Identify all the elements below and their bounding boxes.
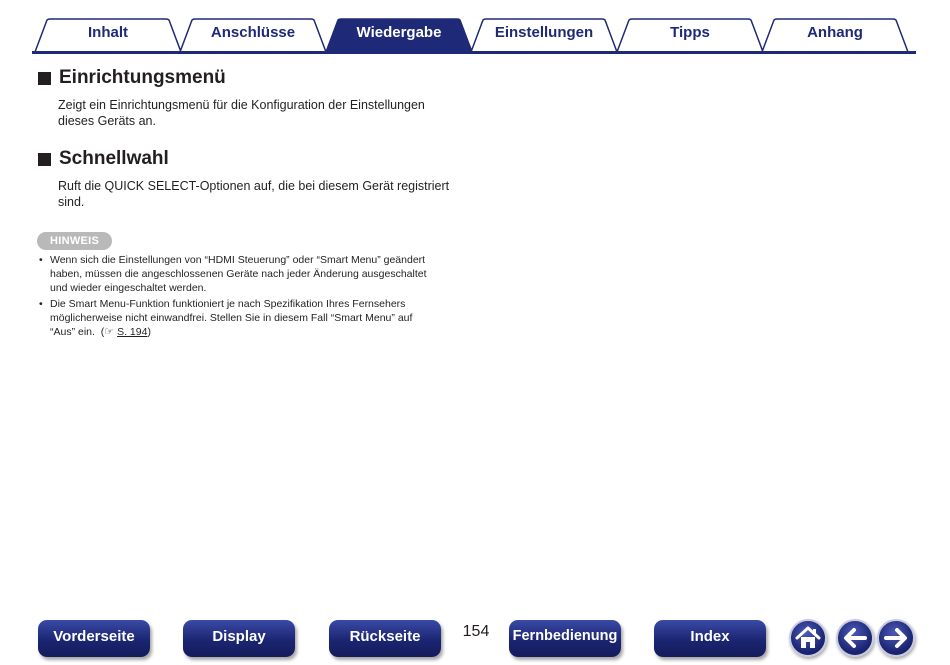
note-badge: HINWEIS <box>37 232 112 250</box>
note-line: • Wenn sich die Einstellungen von “HDMI Steuerung” oder “Smart Menu” geändert <box>50 254 426 266</box>
note-line: • Die Smart Menu-Funktion funktioniert je nach Spezifikation Ihres Fernsehers <box>50 298 406 310</box>
description-line: dieses Geräts an. <box>58 114 156 128</box>
description-line: Zeigt ein Einrichtungsmenü für die Konfiguration der Einstellungen <box>58 98 425 112</box>
section-einrichtungsmenue <box>38 66 468 129</box>
home-button[interactable] <box>789 619 827 657</box>
section-heading <box>38 147 468 171</box>
ref-open: ( <box>100 326 105 338</box>
description-line: sind. <box>58 195 85 209</box>
arrow-left-icon <box>838 621 872 655</box>
tab-label: Wiedergabe <box>356 24 442 41</box>
index-button[interactable]: Index <box>654 620 766 657</box>
page-reference[interactable] <box>98 326 151 338</box>
home-icon <box>791 621 825 655</box>
tab-label: Anschlüsse <box>210 24 296 41</box>
page-reference-link[interactable]: S. 194 <box>117 326 148 338</box>
section-title: Schnellwahl <box>59 148 169 169</box>
note-box <box>37 231 462 341</box>
ref-close: ) <box>147 326 151 338</box>
fernbedienung-button[interactable]: Fernbedienung <box>509 620 621 657</box>
section-title: Einrichtungsmenü <box>59 67 226 88</box>
forward-button[interactable] <box>877 619 915 657</box>
tab-label: Inhalt <box>88 24 128 41</box>
section-description <box>58 178 468 210</box>
note-item <box>37 253 462 295</box>
tab-tipps[interactable] <box>616 18 764 52</box>
description-line: Ruft die QUICK SELECT-Optionen auf, die bei diesem Gerät registriert <box>58 179 450 193</box>
note-line-last <box>50 325 462 339</box>
tab-bar <box>32 18 916 54</box>
note-text: “Aus” ein. <box>50 326 95 338</box>
tab-anschluesse[interactable] <box>179 18 327 52</box>
note-line: haben, müssen die angeschlossenen Geräte nach jeder Änderung ausgeschaltet <box>50 268 427 280</box>
tab-einstellungen[interactable] <box>470 18 618 52</box>
square-bullet-icon <box>38 72 51 85</box>
pointing-hand-icon: ☞ <box>104 326 115 338</box>
arrow-right-icon <box>879 621 913 655</box>
tab-anhang[interactable] <box>761 18 909 52</box>
note-list <box>37 253 462 339</box>
main-content <box>38 66 468 210</box>
tab-label: Tipps <box>670 24 710 41</box>
tab-label: Einstellungen <box>494 24 594 41</box>
display-button[interactable]: Display <box>183 620 295 657</box>
page-number: 154 <box>462 623 490 640</box>
note-line: und wieder eingeschaltet werden. <box>50 282 207 294</box>
note-item <box>37 297 462 339</box>
section-description <box>58 97 468 129</box>
tab-inhalt[interactable] <box>34 18 182 52</box>
square-bullet-icon <box>38 153 51 166</box>
tab-label: Anhang <box>807 24 863 41</box>
vorderseite-button[interactable]: Vorderseite <box>38 620 150 657</box>
section-heading <box>38 66 468 90</box>
section-schnellwahl <box>38 147 468 210</box>
tab-wiedergabe[interactable] <box>325 18 473 52</box>
back-button[interactable] <box>836 619 874 657</box>
tab-baseline <box>32 51 916 54</box>
note-line: möglicherweise nicht einwandfrei. Stellen Sie in diesem Fall “Smart Menu” auf <box>50 312 413 324</box>
rueckseite-button[interactable]: Rückseite <box>329 620 441 657</box>
